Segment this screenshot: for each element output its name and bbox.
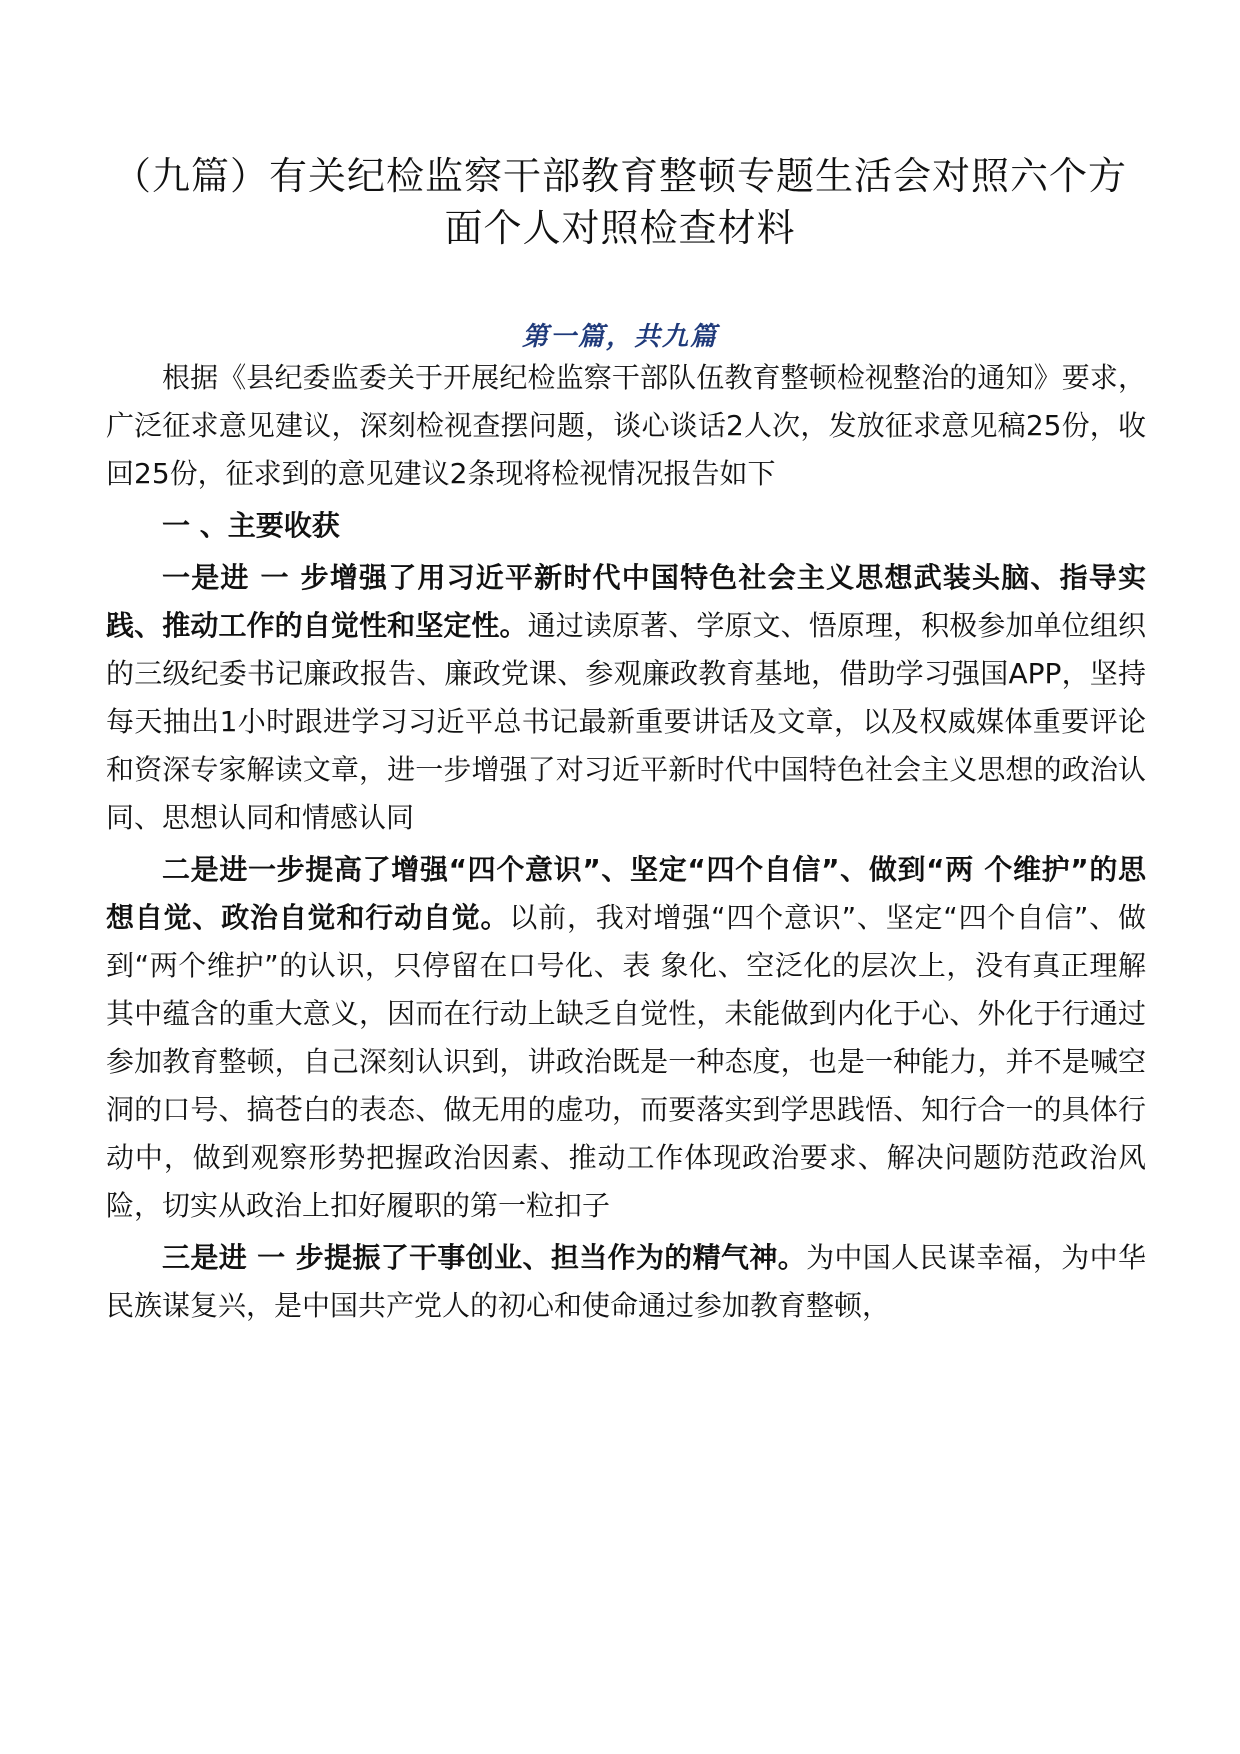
document-title: （九篇）有关纪检监察干部教育整顿专题生活会对照六个方面个人对照检查材料 [112,154,1127,250]
document-subtitle: 第一篇，共九篇 [521,322,718,352]
gain-3-text: 为中国人民谋幸福，为中华民族谋复兴，是中国共产党人的初心和使命通过参加教育整顿， [106,1241,1146,1322]
gain-2-text: 以前，我对增强“四个意识”、坚定“四个自信”、做到“两个维护”的认识，只停留在口号化、表 象化、空泛化的层次上，没有真正理解其中蕴含的重大意义，因而在行动上缺乏自觉性，未能做到内化于心、外化于行通过参加教育整顿，自己深刻认识到，讲政治既是一种态度，也是一种能力，并不是喊空洞的口号、搞苍白的表态、做无用的虚功，而要落实到学思践悟、知行合一的具体行动中，做到观察形势把握政治因素、推动工作体现政治要求、解决问题防范政治风险，切实从政治上扣好履职的第一粒扣子 [106,901,1146,1222]
gain-paragraph-3 [106,1234,1146,1330]
intro-paragraph: 根据《县纪委监委关于开展纪检监察干部队伍教育整顿检视整治的通知》要求，广泛征求意见建议，深刻检视查摆问题，谈心谈话2人次，发放征求意见稿25份，收回25份，征求到的意见建议2条现将检视情况报告如下 [106,361,1146,490]
gain-paragraph-2 [106,846,1146,1230]
section-heading-main-gains: 一 、主要收获 [162,509,340,542]
document-body [106,354,1146,1330]
gain-3-heading: 三是进 一 步提振了干事创业、担当作为的精气神。 [162,1241,807,1274]
gain-1-heading: 一是进 一 步增强了用习近平新时代中国特色社会主义思想武装头脑、指导实践、推动工作的自觉性和坚定性。 [106,561,1146,642]
gain-2-heading: 二是进一步提高了增强“四个意识”、坚定“四个自信”、做到“两 个维护”的思想自觉、政治自觉和行动自觉。 [106,853,1146,934]
gain-paragraph-1 [106,554,1146,842]
gain-1-text: 通过读原著、学原文、悟原理，积极参加单位组织的三级纪委书记廉政报告、廉政党课、参观廉政教育基地，借助学习强国APP，坚持每天抽出1小时跟进学习习近平总书记最新重要讲话及文章，以及权威媒体重要评论和资深专家解读文章，进一步增强了对习近平新时代中国特色社会主义思想的政治认同、思想认同和情感认同 [106,609,1146,834]
